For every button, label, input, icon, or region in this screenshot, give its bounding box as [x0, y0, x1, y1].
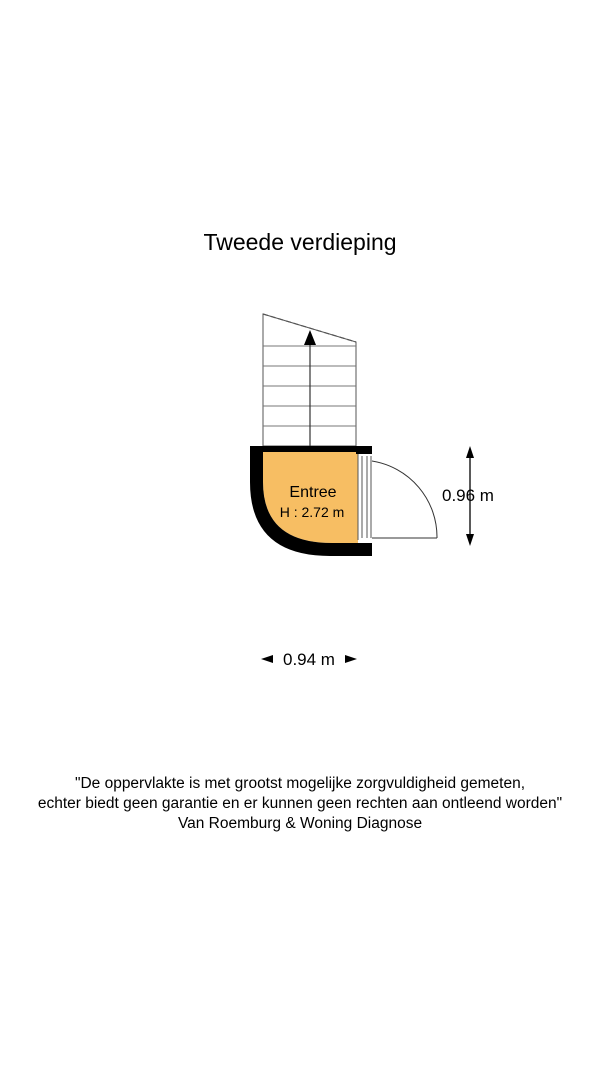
room-name: Entree — [289, 484, 337, 501]
door-swing-arc — [372, 461, 437, 538]
right-wall-upper — [356, 446, 372, 454]
arrow-right-icon — [345, 655, 357, 663]
vertical-dimension-label: 0.96 m — [442, 486, 494, 505]
disclaimer-line: "De oppervlakte is met grootst mogelijke zorgvuldigheid gemeten, — [74, 775, 526, 792]
arrow-up-icon — [466, 446, 474, 458]
disclaimer-line: echter biedt geen garantie en er kunnen geen rechten aan ontleend worden" — [37, 795, 563, 812]
horizontal-dimension-label: 0.94 m — [283, 650, 335, 669]
disclaimer — [0, 774, 600, 834]
arrow-left-icon — [261, 655, 273, 663]
door — [358, 454, 437, 540]
floor-title: Tweede verdieping — [203, 229, 397, 255]
disclaimer-credit: Van Roemburg & Woning Diagnose — [177, 815, 423, 832]
room-height: H : 2.72 m — [279, 504, 345, 520]
staircase — [263, 314, 356, 446]
top-wall — [250, 446, 356, 452]
arrow-down-icon — [466, 534, 474, 546]
